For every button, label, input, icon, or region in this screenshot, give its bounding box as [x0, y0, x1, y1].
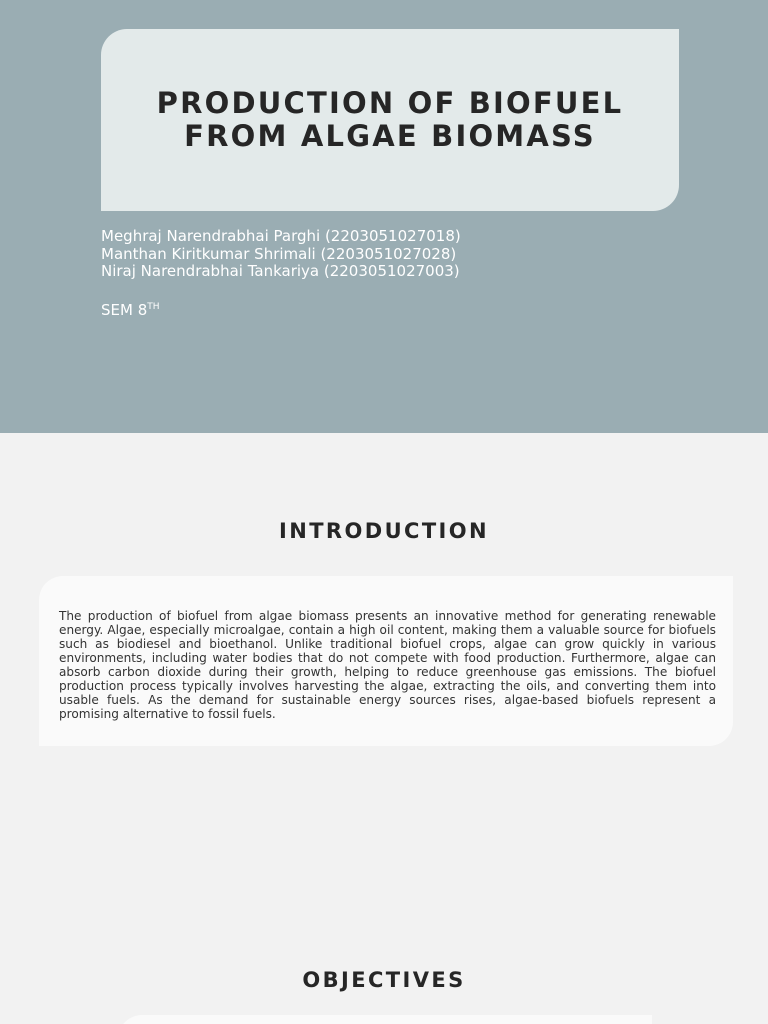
- author-name: Meghraj Narendrabhai Parghi (2203051027018): [101, 227, 461, 245]
- title-box: [101, 29, 679, 211]
- author-name: Niraj Narendrabhai Tankariya (2203051027003): [101, 262, 460, 280]
- objectives-heading: OBJECTIVES: [302, 968, 466, 993]
- author-list: [101, 228, 461, 281]
- introduction-heading: INTRODUCTION: [279, 519, 489, 544]
- title-slide: [0, 0, 768, 433]
- presentation-title: PRODUCTION OF BIOFUEL FROM ALGAE BIOMASS: [156, 86, 624, 153]
- introduction-body: The production of biofuel from algae biomass presents an innovative method for generating renewable energy. Algae, especially microalgae, contain a high oil content, making them a valuable source for biofuels such as biodiesel and bioethanol. Unlike traditional biofuel crops, algae can grow quickly in various environments, including water bodies that do not compete with food production. Furthermore, algae can absorb carbon dioxide during their growth, helping to reduce greenhouse gas emissions. The biofuel production process typically involves harvesting the algae, extracting the oils, and converting them into usable fuels. As the demand for sustainable energy sources rises, algae-based biofuels represent a promising alternative to fossil fuels.: [59, 609, 716, 721]
- objectives-card: [118, 1015, 652, 1024]
- author-name: Manthan Kiritkumar Shrimali (2203051027028): [101, 244, 457, 263]
- semester-text: SEM 8: [101, 301, 148, 319]
- semester-label: [101, 298, 160, 319]
- semester-suffix: TH: [147, 302, 160, 312]
- introduction-card: [39, 576, 733, 746]
